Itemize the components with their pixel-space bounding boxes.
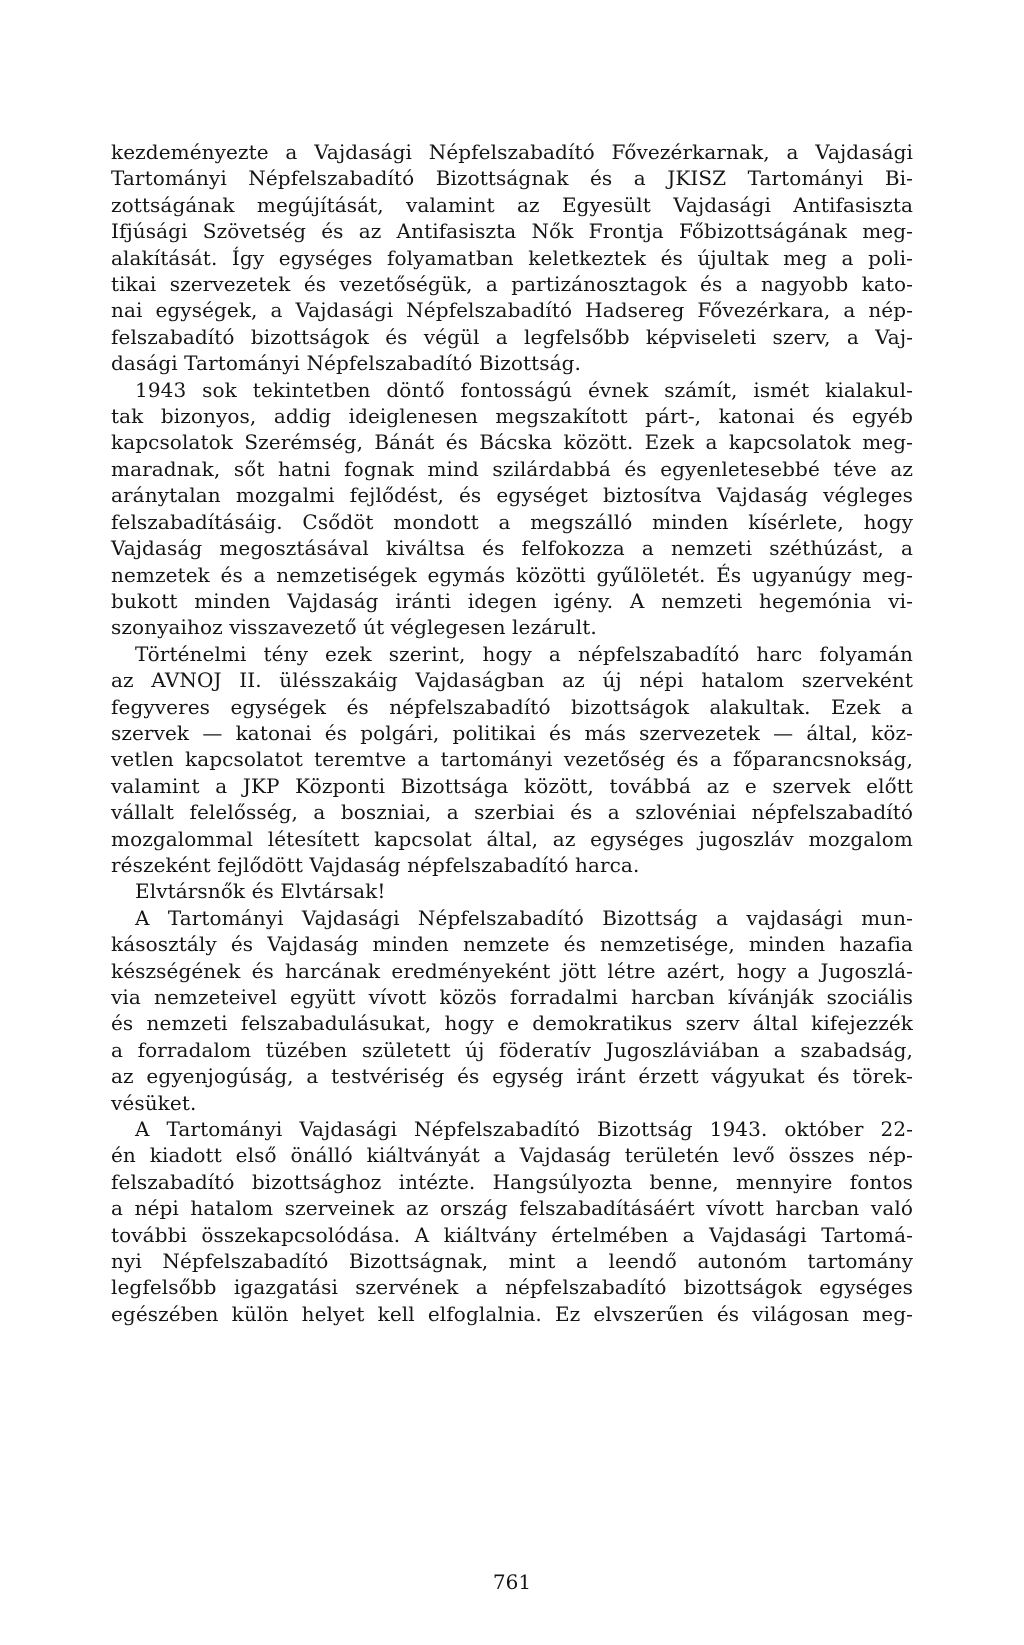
text-line: fegyveres egységek és népfelszabadító bizottságok alakultak. Ezek a	[111, 694, 913, 719]
text-line: és nemzeti felszabadulásukat, hogy e demokratikus szerv által kifejezzék	[111, 1011, 913, 1036]
text-line: Ifjúsági Szövetség és az Antifasiszta Nők Frontja Főbizottságának meg-	[111, 219, 913, 244]
text-line: tak bizonyos, addig ideiglenesen megszakított párt-, katonai és egyéb	[111, 404, 913, 429]
text-line: felszabadításáig. Csődöt mondott a megszálló minden kísérlete, hogy	[111, 509, 913, 534]
text-line: Vajdaság megosztásával kiváltsa és felfokozza a nemzeti széthúzást, a	[111, 536, 913, 561]
text-line: vetlen kapcsolatot teremtve a tartományi vezetőség és a főparancsnokság,	[111, 747, 913, 772]
text-line: alakítását. Így egységes folyamatban keletkeztek és újultak meg a poli-	[111, 245, 913, 270]
text-line: 1943 sok tekintetben döntő fontosságú évnek számít, ismét kialakul-	[135, 377, 913, 402]
text-line: legfelsőbb igazgatási szervének a népfelszabadító bizottságok egységes	[111, 1275, 913, 1300]
text-line: felszabadító bizottsághoz intézte. Hangsúlyozta benne, mennyire fontos	[111, 1169, 913, 1194]
text-line: én kiadott első önálló kiáltványát a Vajdaság területén levő összes nép-	[111, 1143, 913, 1168]
page-number: 761	[492, 1570, 532, 1594]
text-line: szonyaihoz visszavezető út véglegesen lezárult.	[111, 615, 597, 640]
text-line: az egyenjogúság, a testvériség és egység iránt érzett vágyukat és törek-	[111, 1064, 913, 1089]
text-line: további összekapcsolódása. A kiáltvány értelmében a Vajdasági Tartomá-	[111, 1222, 913, 1247]
text-line: egészében külön helyet kell elfoglalnia. Ez elvszerűen és világosan meg-	[111, 1301, 913, 1326]
text-line: bukott minden Vajdaság iránti idegen igény. A nemzeti hegemónia vi-	[111, 588, 913, 613]
text-line: valamint a JKP Központi Bizottsága között, továbbá az e szervek előtt	[111, 773, 913, 798]
text-line: Tartományi Népfelszabadító Bizottságnak és a JKISZ Tartományi Bi-	[111, 166, 913, 191]
text-line: felszabadító bizottságok és végül a legfelsőbb képviseleti szerv, a Vaj-	[111, 324, 913, 349]
text-line: tikai szervezetek és vezetőségük, a partizánosztagok és a nagyobb kato-	[111, 272, 913, 297]
text-line: A Tartományi Vajdasági Népfelszabadító Bizottság a vajdasági mun-	[135, 905, 913, 930]
text-line: szervek — katonai és polgári, politikai és más szervezetek — által, köz-	[111, 720, 913, 745]
text-line: A Tartományi Vajdasági Népfelszabadító Bizottság 1943. október 22-	[135, 1117, 913, 1142]
text-line: zottságának megújítását, valamint az Egyesült Vajdasági Antifasiszta	[111, 192, 913, 217]
text-line: vállalt felelősség, a boszniai, a szerbiai és a szlovéniai népfelszabadító	[111, 800, 913, 825]
body-text	[111, 139, 913, 1327]
text-line: Történelmi tény ezek szerint, hogy a népfelszabadító harc folyamán	[135, 641, 913, 666]
text-line: a forradalom tüzében született új föderatív Jugoszláviában a szabadság,	[111, 1037, 913, 1062]
text-line: vésüket.	[111, 1090, 197, 1115]
text-line: maradnak, sőt hatni fognak mind szilárdabbá és egyenletesebbé téve az	[111, 456, 913, 481]
text-line: mozgalommal létesített kapcsolat által, az egységes jugoszláv mozgalom	[111, 826, 913, 851]
text-line: nyi Népfelszabadító Bizottságnak, mint a leendő autonóm tartomány	[111, 1249, 913, 1274]
text-line: dasági Tartományi Népfelszabadító Bizottság.	[111, 351, 581, 376]
text-line: a népi hatalom szerveinek az ország felszabadításáért vívott harcban való	[111, 1196, 913, 1221]
text-line: aránytalan mozgalmi fejlődést, és egységet biztosítva Vajdaság végleges	[111, 483, 913, 508]
text-line: készségének és harcának eredményeként jött létre azért, hogy a Jugoszlá-	[111, 958, 913, 983]
text-line: nemzetek és a nemzetiségek egymás közötti gyűlöletét. És ugyanúgy meg-	[111, 562, 913, 587]
text-line: via nemzeteivel együtt vívott közös forradalmi harcban kívánják szociális	[111, 985, 913, 1009]
text-line: Elvtársnők és Elvtársak!	[135, 879, 386, 904]
text-line: kapcsolatok Szerémség, Bánát és Bácska között. Ezek a kapcsolatok meg-	[111, 430, 913, 455]
text-line: részeként fejlődött Vajdaság népfelszabadító harca.	[111, 852, 640, 877]
text-line: az AVNOJ II. ülésszakáig Vajdaságban az új népi hatalom szerveként	[111, 668, 913, 693]
text-line: kásosztály és Vajdaság minden nemzete és nemzetisége, minden hazafia	[111, 932, 913, 957]
text-line: nai egységek, a Vajdasági Népfelszabadító Hadsereg Fővezérkara, a nép-	[111, 298, 913, 323]
text-line: kezdeményezte a Vajdasági Népfelszabadító Fővezérkarnak, a Vajdasági	[111, 140, 913, 164]
